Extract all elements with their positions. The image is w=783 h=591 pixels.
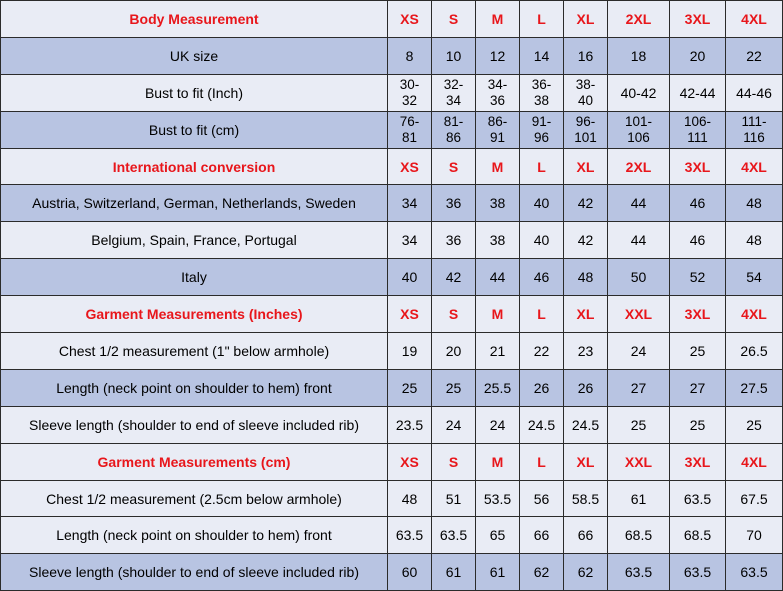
size-value-cell: 36 bbox=[432, 185, 476, 222]
size-value-cell: 34 bbox=[388, 185, 432, 222]
size-value-cell: 20 bbox=[670, 37, 726, 74]
size-header-cell: XXL bbox=[608, 443, 670, 480]
size-value-cell: 10 bbox=[432, 37, 476, 74]
size-header-cell: XL bbox=[564, 1, 608, 38]
size-value-cell: 44 bbox=[608, 185, 670, 222]
size-value-cell: 44 bbox=[476, 259, 520, 296]
size-value-cell: 20 bbox=[432, 333, 476, 370]
size-value-cell: 61 bbox=[432, 554, 476, 591]
size-header-cell: XS bbox=[388, 1, 432, 38]
table-row bbox=[1, 222, 783, 259]
row-label: Chest 1/2 measurement (2.5cm below armhole) bbox=[1, 480, 388, 517]
size-value-cell: 63.5 bbox=[432, 517, 476, 554]
section-header-row bbox=[1, 296, 783, 333]
size-value-cell: 42 bbox=[432, 259, 476, 296]
table-row bbox=[1, 333, 783, 370]
size-value-cell: 30- 32 bbox=[388, 74, 432, 111]
size-header-cell: M bbox=[476, 296, 520, 333]
size-value-cell: 34 bbox=[388, 222, 432, 259]
size-header-cell: 4XL bbox=[726, 148, 783, 185]
row-label: Austria, Switzerland, German, Netherlands, Sweden bbox=[1, 185, 388, 222]
size-value-cell: 76- 81 bbox=[388, 111, 432, 148]
size-chart-body bbox=[1, 1, 783, 591]
size-value-cell: 40 bbox=[388, 259, 432, 296]
table-row bbox=[1, 406, 783, 443]
size-value-cell: 62 bbox=[564, 554, 608, 591]
size-value-cell: 24 bbox=[476, 406, 520, 443]
size-value-cell: 26 bbox=[520, 369, 564, 406]
size-value-cell: 25 bbox=[432, 369, 476, 406]
table-row bbox=[1, 554, 783, 591]
table-row bbox=[1, 517, 783, 554]
size-value-cell: 40 bbox=[520, 222, 564, 259]
size-value-cell: 19 bbox=[388, 333, 432, 370]
size-value-cell: 46 bbox=[670, 222, 726, 259]
size-value-cell: 25 bbox=[608, 406, 670, 443]
section-title: International conversion bbox=[1, 148, 388, 185]
size-value-cell: 40 bbox=[520, 185, 564, 222]
size-value-cell: 34- 36 bbox=[476, 74, 520, 111]
size-value-cell: 25 bbox=[726, 406, 783, 443]
row-label: Italy bbox=[1, 259, 388, 296]
size-value-cell: 46 bbox=[670, 185, 726, 222]
size-value-cell: 50 bbox=[608, 259, 670, 296]
row-label: Belgium, Spain, France, Portugal bbox=[1, 222, 388, 259]
size-header-cell: L bbox=[520, 443, 564, 480]
size-value-cell: 48 bbox=[726, 222, 783, 259]
size-value-cell: 96- 101 bbox=[564, 111, 608, 148]
size-header-cell: L bbox=[520, 296, 564, 333]
section-title: Garment Measurements (cm) bbox=[1, 443, 388, 480]
size-header-cell: S bbox=[432, 296, 476, 333]
size-value-cell: 27.5 bbox=[726, 369, 783, 406]
size-header-cell: XL bbox=[564, 296, 608, 333]
size-value-cell: 68.5 bbox=[670, 517, 726, 554]
row-label: Length (neck point on shoulder to hem) front bbox=[1, 369, 388, 406]
size-value-cell: 22 bbox=[520, 333, 564, 370]
size-value-cell: 56 bbox=[520, 480, 564, 517]
row-label: Length (neck point on shoulder to hem) front bbox=[1, 517, 388, 554]
size-header-cell: 4XL bbox=[726, 296, 783, 333]
size-value-cell: 14 bbox=[520, 37, 564, 74]
size-value-cell: 23 bbox=[564, 333, 608, 370]
size-header-cell: 2XL bbox=[608, 148, 670, 185]
section-header-row bbox=[1, 148, 783, 185]
size-value-cell: 12 bbox=[476, 37, 520, 74]
section-header-row bbox=[1, 443, 783, 480]
size-header-cell: M bbox=[476, 1, 520, 38]
table-row bbox=[1, 37, 783, 74]
size-header-cell: 3XL bbox=[670, 443, 726, 480]
size-value-cell: 27 bbox=[670, 369, 726, 406]
size-value-cell: 42-44 bbox=[670, 74, 726, 111]
size-value-cell: 62 bbox=[520, 554, 564, 591]
size-header-cell: M bbox=[476, 148, 520, 185]
size-header-cell: S bbox=[432, 1, 476, 38]
size-value-cell: 48 bbox=[726, 185, 783, 222]
size-value-cell: 86- 91 bbox=[476, 111, 520, 148]
size-header-cell: S bbox=[432, 443, 476, 480]
size-header-cell: 2XL bbox=[608, 1, 670, 38]
section-title: Body Measurement bbox=[1, 1, 388, 38]
size-value-cell: 63.5 bbox=[726, 554, 783, 591]
size-value-cell: 24.5 bbox=[564, 406, 608, 443]
section-header-row bbox=[1, 1, 783, 38]
size-header-cell: XS bbox=[388, 296, 432, 333]
table-row bbox=[1, 369, 783, 406]
size-value-cell: 25 bbox=[388, 369, 432, 406]
size-value-cell: 36- 38 bbox=[520, 74, 564, 111]
size-value-cell: 16 bbox=[564, 37, 608, 74]
size-value-cell: 25 bbox=[670, 333, 726, 370]
size-value-cell: 44-46 bbox=[726, 74, 783, 111]
size-value-cell: 25.5 bbox=[476, 369, 520, 406]
size-value-cell: 24 bbox=[432, 406, 476, 443]
size-value-cell: 63.5 bbox=[670, 554, 726, 591]
size-header-cell: L bbox=[520, 148, 564, 185]
row-label: Bust to fit (Inch) bbox=[1, 74, 388, 111]
row-label: Sleeve length (shoulder to end of sleeve included rib) bbox=[1, 554, 388, 591]
size-value-cell: 26.5 bbox=[726, 333, 783, 370]
size-value-cell: 58.5 bbox=[564, 480, 608, 517]
size-value-cell: 66 bbox=[564, 517, 608, 554]
size-value-cell: 51 bbox=[432, 480, 476, 517]
row-label: Chest 1/2 measurement (1" below armhole) bbox=[1, 333, 388, 370]
size-value-cell: 111- 116 bbox=[726, 111, 783, 148]
size-value-cell: 61 bbox=[608, 480, 670, 517]
section-title: Garment Measurements (Inches) bbox=[1, 296, 388, 333]
size-header-cell: 3XL bbox=[670, 296, 726, 333]
size-header-cell: 4XL bbox=[726, 443, 783, 480]
size-header-cell: XL bbox=[564, 148, 608, 185]
size-value-cell: 27 bbox=[608, 369, 670, 406]
size-value-cell: 36 bbox=[432, 222, 476, 259]
size-header-cell: 3XL bbox=[670, 1, 726, 38]
size-value-cell: 21 bbox=[476, 333, 520, 370]
table-row bbox=[1, 74, 783, 111]
size-value-cell: 53.5 bbox=[476, 480, 520, 517]
size-value-cell: 48 bbox=[388, 480, 432, 517]
size-value-cell: 24 bbox=[608, 333, 670, 370]
row-label: UK size bbox=[1, 37, 388, 74]
table-row bbox=[1, 111, 783, 148]
table-row bbox=[1, 259, 783, 296]
size-value-cell: 26 bbox=[564, 369, 608, 406]
size-value-cell: 18 bbox=[608, 37, 670, 74]
size-value-cell: 63.5 bbox=[388, 517, 432, 554]
size-value-cell: 25 bbox=[670, 406, 726, 443]
size-value-cell: 48 bbox=[564, 259, 608, 296]
size-value-cell: 61 bbox=[476, 554, 520, 591]
size-header-cell: 4XL bbox=[726, 1, 783, 38]
size-value-cell: 46 bbox=[520, 259, 564, 296]
size-header-cell: XL bbox=[564, 443, 608, 480]
size-value-cell: 81- 86 bbox=[432, 111, 476, 148]
size-value-cell: 54 bbox=[726, 259, 783, 296]
size-header-cell: XS bbox=[388, 443, 432, 480]
size-value-cell: 66 bbox=[520, 517, 564, 554]
size-value-cell: 91- 96 bbox=[520, 111, 564, 148]
size-value-cell: 38 bbox=[476, 185, 520, 222]
size-value-cell: 42 bbox=[564, 222, 608, 259]
size-value-cell: 63.5 bbox=[670, 480, 726, 517]
size-value-cell: 32- 34 bbox=[432, 74, 476, 111]
size-value-cell: 44 bbox=[608, 222, 670, 259]
size-value-cell: 63.5 bbox=[608, 554, 670, 591]
size-header-cell: S bbox=[432, 148, 476, 185]
size-value-cell: 101- 106 bbox=[608, 111, 670, 148]
size-value-cell: 24.5 bbox=[520, 406, 564, 443]
size-header-cell: XXL bbox=[608, 296, 670, 333]
size-value-cell: 106- 111 bbox=[670, 111, 726, 148]
table-row bbox=[1, 185, 783, 222]
size-value-cell: 38 bbox=[476, 222, 520, 259]
size-value-cell: 65 bbox=[476, 517, 520, 554]
size-header-cell: 3XL bbox=[670, 148, 726, 185]
size-value-cell: 40-42 bbox=[608, 74, 670, 111]
size-value-cell: 67.5 bbox=[726, 480, 783, 517]
size-value-cell: 42 bbox=[564, 185, 608, 222]
size-value-cell: 22 bbox=[726, 37, 783, 74]
size-header-cell: L bbox=[520, 1, 564, 38]
size-value-cell: 23.5 bbox=[388, 406, 432, 443]
row-label: Bust to fit (cm) bbox=[1, 111, 388, 148]
size-value-cell: 8 bbox=[388, 37, 432, 74]
size-header-cell: XS bbox=[388, 148, 432, 185]
row-label: Sleeve length (shoulder to end of sleeve included rib) bbox=[1, 406, 388, 443]
size-value-cell: 60 bbox=[388, 554, 432, 591]
size-value-cell: 68.5 bbox=[608, 517, 670, 554]
size-value-cell: 38- 40 bbox=[564, 74, 608, 111]
size-value-cell: 52 bbox=[670, 259, 726, 296]
size-value-cell: 70 bbox=[726, 517, 783, 554]
table-row bbox=[1, 480, 783, 517]
size-header-cell: M bbox=[476, 443, 520, 480]
